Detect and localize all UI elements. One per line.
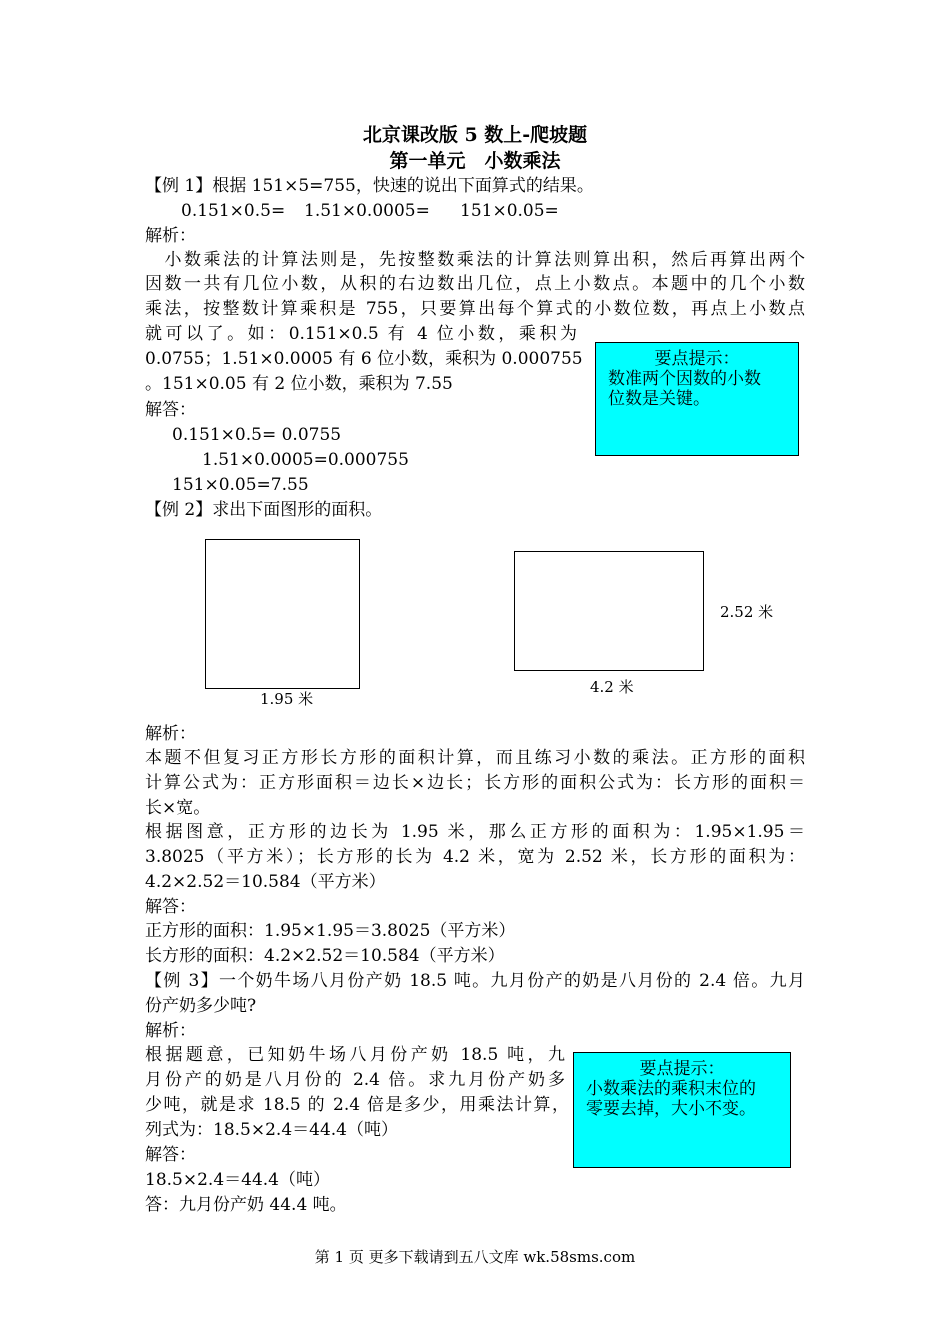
ex1-analysis-line-5: 0.0755；1.51×0.0005 有 6 位小数，乘积为 0.000755 — [145, 349, 583, 369]
ex1-tip-line-1: 数准两个因数的小数 — [608, 369, 761, 389]
ex1-expr-2: 1.51×0.0005= — [304, 201, 430, 221]
ex1-tip-head: 要点提示： — [654, 349, 740, 369]
ex3-tip-line-2: 零要去掉，大小不变。 — [586, 1099, 756, 1119]
ex2-analysis-line-2: 计算公式为：正方形面积＝边长×边长；长方形的面积公式为：长方形的面积＝ — [145, 773, 805, 793]
ex3-answer-1: 18.5×2.4＝44.4（吨） — [145, 1170, 330, 1190]
ex1-expr-3: 151×0.05= — [460, 201, 559, 221]
ex1-analysis-line-3: 乘法，按整数计算乘积是 755，只要算出每个算式的小数位数，再点上小数点 — [145, 299, 805, 319]
ex2-analysis-line-5: 3.8025（平方米）；长方形的长为 4.2 米，宽为 2.52 米，长方形的面积为： — [145, 847, 805, 867]
ex1-expr-1: 0.151×0.5= — [181, 201, 286, 221]
ex3-answer-label: 解答： — [145, 1145, 196, 1165]
document-subtitle: 第一单元 小数乘法 — [389, 150, 561, 172]
ex2-question: 【例 2】求出下面图形的面积。 — [145, 500, 383, 520]
ex2-answer-1: 正方形的面积：1.95×1.95＝3.8025（平方米） — [145, 921, 516, 941]
ex1-analysis-line-1: 小数乘法的计算法则是，先按整数乘法的计算法则算出积，然后再算出两个 — [145, 250, 805, 270]
ex1-answer-2: 1.51×0.0005=0.000755 — [202, 450, 409, 470]
ex3-tip-line-1: 小数乘法的乘积末位的 — [586, 1079, 756, 1099]
ex3-analysis-line-1: 根据题意，已知奶牛场八月份产奶 18.5 吨，九 — [145, 1045, 565, 1065]
ex3-analysis-line-4: 列式为：18.5×2.4＝44.4（吨） — [145, 1120, 398, 1140]
ex1-analysis-label: 解析： — [145, 226, 196, 246]
ex3-tip-box — [573, 1052, 791, 1168]
ex2-analysis-line-4: 根据图意，正方形的边长为 1.95 米，那么正方形的面积为：1.95×1.95＝ — [145, 822, 805, 842]
ex3-analysis-line-3: 少吨，就是求 18.5 的 2.4 倍是多少，用乘法计算， — [145, 1095, 569, 1115]
ex3-analysis-line-2: 月份产的奶是八月份的 2.4 倍。求九月份产奶多 — [145, 1070, 565, 1090]
square-figure — [205, 539, 360, 689]
ex3-tip-head: 要点提示： — [639, 1059, 725, 1079]
rectangle-width-label: 4.2 米 — [590, 678, 634, 696]
ex1-answer-1: 0.151×0.5= 0.0755 — [172, 425, 342, 445]
ex1-analysis-line-4: 就可以了。如：0.151×0.5 有 4 位小数，乘积为 — [145, 324, 577, 344]
ex1-tip-box — [595, 342, 799, 456]
ex3-analysis-label: 解析： — [145, 1021, 196, 1041]
ex2-analysis-line-1: 本题不但复习正方形长方形的面积计算，而且练习小数的乘法。正方形的面积 — [145, 748, 805, 768]
ex1-analysis-line-2: 因数一共有几位小数，从积的右边数出几位，点上小数点。本题中的几个小数 — [145, 274, 805, 294]
rectangle-height-label: 2.52 米 — [720, 603, 774, 621]
ex2-analysis-line-3: 长×宽。 — [145, 798, 211, 818]
ex3-question-line-1: 【例 3】一个奶牛场八月份产奶 18.5 吨。九月份产的奶是八月份的 2.4 倍。九月 — [145, 971, 805, 991]
square-side-label: 1.95 米 — [260, 690, 314, 708]
ex3-question-line-2: 份产奶多少吨? — [145, 996, 257, 1016]
ex2-analysis-label: 解析： — [145, 724, 196, 744]
ex1-answer-label: 解答： — [145, 400, 196, 420]
ex2-answer-2: 长方形的面积：4.2×2.52＝10.584（平方米） — [145, 946, 505, 966]
ex1-question: 【例 1】根据 151×5=755，快速的说出下面算式的结果。 — [145, 176, 594, 196]
document-title: 北京课改版 5 数上-爬坡题 — [362, 124, 588, 146]
ex2-answer-label: 解答： — [145, 897, 196, 917]
ex1-answer-3: 151×0.05=7.55 — [172, 475, 309, 495]
ex1-tip-line-2: 位数是关键。 — [608, 389, 710, 409]
ex1-analysis-line-6: 。151×0.05 有 2 位小数，乘积为 7.55 — [145, 374, 453, 394]
ex3-answer-2: 答：九月份产奶 44.4 吨。 — [145, 1195, 347, 1215]
ex2-analysis-line-6: 4.2×2.52＝10.584（平方米） — [145, 872, 386, 892]
rectangle-figure — [514, 551, 704, 671]
page-footer: 第 1 页 更多下载请到五八文库 wk.58sms.com — [314, 1248, 636, 1266]
